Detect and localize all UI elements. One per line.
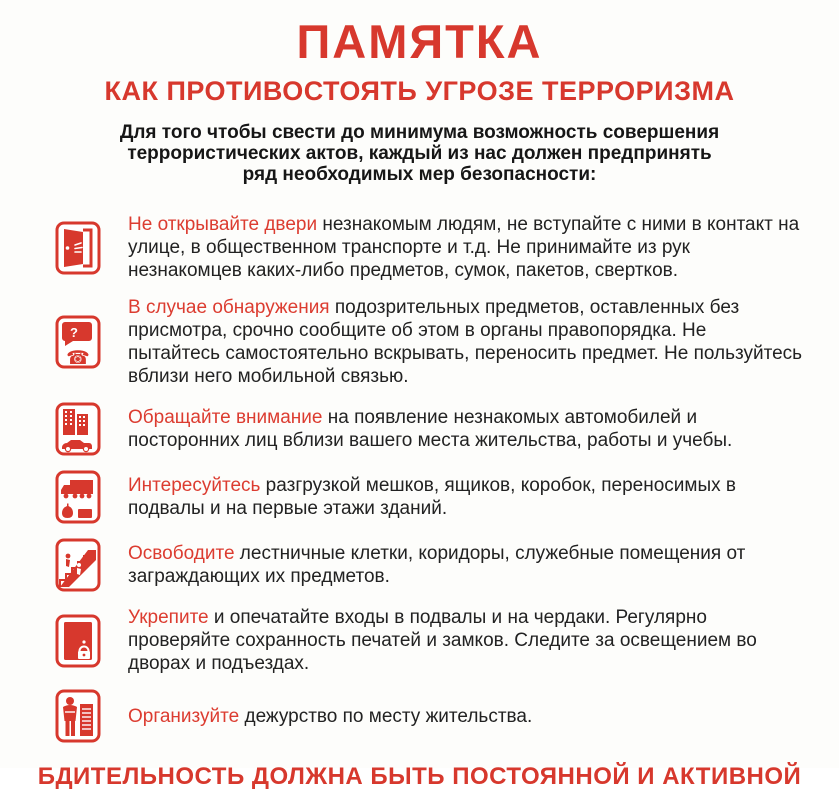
item-text	[128, 296, 803, 388]
truck-cargo-icon	[55, 470, 101, 524]
item-body: незнакомым людям, не вступайте с ними в контакт на улице, в общественном транспорте и т.д. Не принимайте из рук незнакомцев каких-либо предметов, сумок, пакетов, свертков.	[128, 214, 800, 281]
page-title: ПАМЯТКА	[296, 15, 543, 68]
safety-measures-list	[0, 213, 839, 743]
item-lead: Укрепите	[128, 607, 209, 628]
list-item	[55, 402, 803, 456]
item-body: дежурство по месту жительства.	[239, 705, 533, 727]
page-subtitle: КАК ПРОТИВОСТОЯТЬ УГРОЗЕ ТЕРРОРИЗМА	[104, 76, 735, 106]
item-body: подозрительных предметов, оставленных без присмотра, срочно сообщите об этом в органы правопорядка. Не пытайтесь самостоятельно вскрывать, переносить предмет. Не пользуйтесь вблизи него мобильной связью.	[128, 297, 803, 387]
item-body: и опечатайте входы в подвалы и на чердаки. Регулярно проверяйте сохранность печатей и замков. Следите за освещением во дворах и подъездах.	[128, 607, 757, 674]
intro-line: ряд необходимых мер безопасности:	[242, 164, 597, 185]
item-body: разгрузкой мешков, ящиков, коробок, переносимых в подвалы и на первые этажи зданий.	[128, 475, 736, 519]
buildings-car-icon	[55, 402, 101, 456]
suspicious-item-phone-icon	[55, 315, 101, 369]
item-body: на появление незнакомых автомобилей и посторонних лиц вблизи вашего места жительства, работы и учебы.	[128, 407, 733, 451]
item-text	[128, 606, 803, 675]
item-lead: Организуйте	[128, 705, 240, 727]
item-lead: Интересуйтесь	[128, 475, 261, 496]
item-text	[128, 542, 803, 588]
intro-line: террористических актов, каждый из нас должен предпринять	[127, 143, 712, 164]
svg-text:☎: ☎	[66, 347, 90, 369]
list-item	[55, 296, 803, 388]
item-lead: Обращайте внимание	[128, 407, 323, 428]
list-item	[55, 606, 803, 675]
item-text	[128, 474, 803, 520]
item-lead: В случае обнаружения	[128, 297, 330, 318]
list-item	[55, 689, 803, 743]
intro-paragraph	[0, 122, 839, 185]
list-item	[55, 538, 803, 592]
resident-watch-icon	[55, 689, 101, 743]
intro-line: Для того чтобы свести до минимума возможность совершения	[119, 122, 720, 143]
item-body: лестничные клетки, коридоры, служебные помещения от заграждающих их предметов.	[128, 543, 746, 587]
item-text	[128, 406, 803, 452]
svg-text:?: ?	[70, 325, 78, 340]
footer-slogan: БДИТЕЛЬНОСТЬ ДОЛЖНА БЫТЬ ПОСТОЯННОЙ И АКТИВНОЙ	[37, 763, 802, 790]
door-knock-icon	[55, 221, 101, 275]
locked-door-icon	[55, 614, 101, 668]
item-lead: Освободите	[128, 543, 235, 564]
stairway-people-icon	[55, 538, 101, 592]
item-text	[128, 705, 532, 728]
list-item	[55, 470, 803, 524]
item-text	[128, 213, 803, 282]
list-item	[55, 213, 803, 282]
item-lead: Не открывайте двери	[128, 214, 318, 235]
